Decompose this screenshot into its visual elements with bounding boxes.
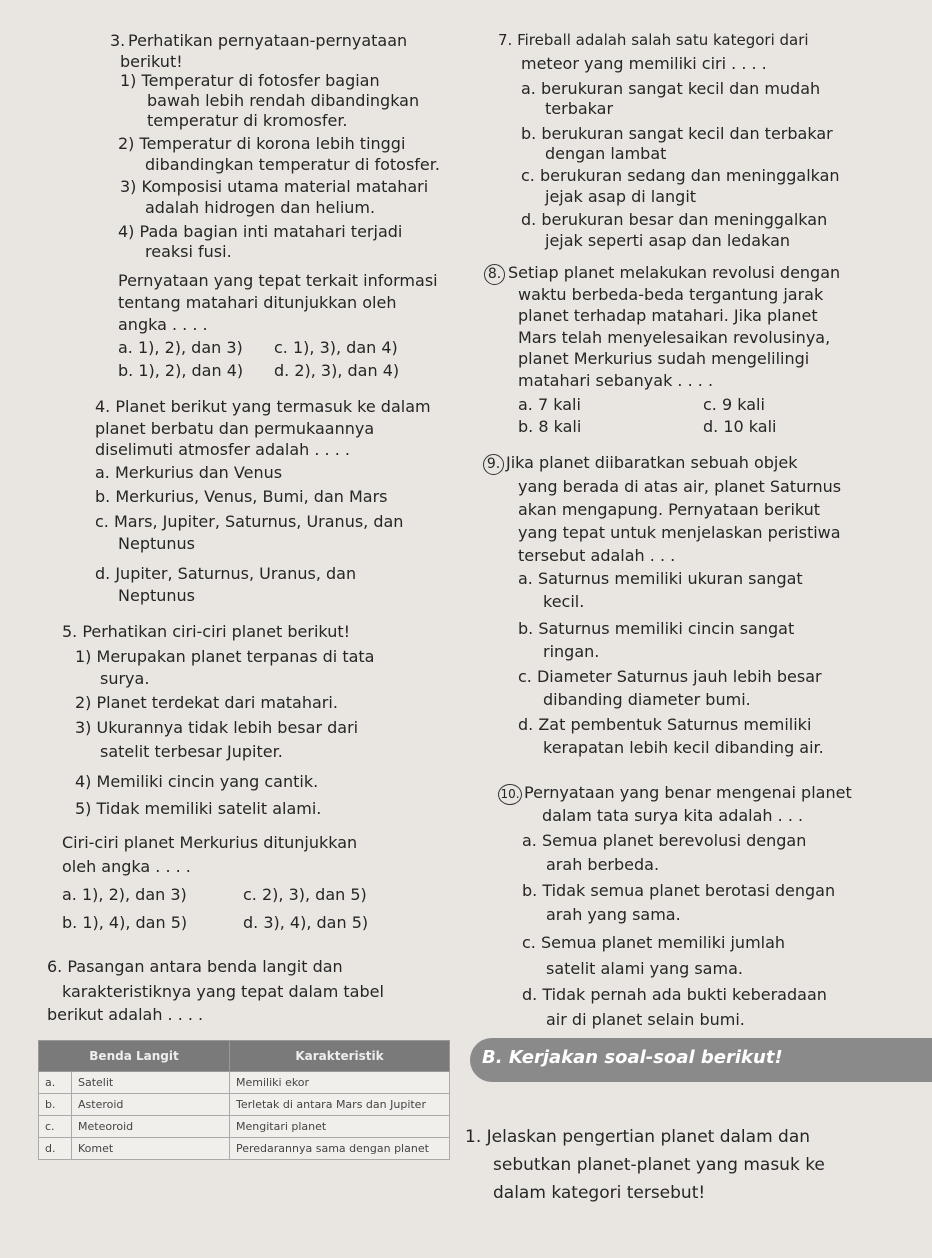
q10-number — [498, 784, 524, 805]
row-letter: c. — [39, 1116, 72, 1138]
q10-option-d[interactable]: d. Tidak pernah ada bukti keberadaan — [522, 985, 827, 1004]
q6-line-2: karakteristiknya yang tepat dalam tabel — [62, 982, 384, 1001]
section-b-q1-line-3: dalam kategori tersebut! — [493, 1183, 706, 1203]
q10-line-1: Pernyataan yang benar mengenai planet — [524, 783, 852, 802]
q3-statement-3: 3) Komposisi utama material matahari — [120, 177, 429, 196]
q5-feature-3: 3) Ukurannya tidak lebih besar dari — [75, 718, 359, 737]
row-benda: Asteroid — [72, 1094, 230, 1116]
q4-option-b[interactable]: b. Merkurius, Venus, Bumi, dan Mars — [95, 487, 388, 506]
q5-option-d[interactable]: d. 3), 4), dan 5) — [243, 913, 369, 932]
q8-line-5: planet Merkurius sudah mengelilingi — [518, 349, 810, 368]
q7-option-b[interactable]: b. berukuran sangat kecil dan terbakar — [521, 124, 833, 143]
table-row[interactable] — [39, 1138, 450, 1160]
section-b-q1-line-1: 1. Jelaskan pengertian planet dalam dan — [465, 1127, 811, 1147]
q3-statement-1: 1) Temperatur di fotosfer bagian — [120, 71, 380, 90]
section-b-q1-line-2: sebutkan planet-planet yang masuk ke — [493, 1155, 825, 1175]
q9-option-c[interactable]: c. Diameter Saturnus jauh lebih besar — [518, 667, 822, 686]
q6-table — [38, 1040, 450, 1160]
q3-question-2: tentang matahari ditunjukkan oleh — [118, 293, 397, 312]
q4-option-a[interactable]: a. Merkurius dan Venus — [95, 463, 283, 482]
q10-option-a-cont: arah berbeda. — [546, 855, 660, 874]
row-letter: b. — [39, 1094, 72, 1116]
q9-number — [483, 454, 506, 475]
row-benda: Satelit — [72, 1072, 230, 1094]
q3-statement-2: 2) Temperatur di korona lebih tinggi — [118, 134, 406, 153]
q3-intro-2: berikut! — [120, 52, 183, 71]
table-header-benda: Benda Langit — [39, 1041, 230, 1072]
q3-question-3: angka . . . . — [118, 315, 208, 334]
q5-question: Ciri-ciri planet Merkurius ditunjukkan — [62, 833, 358, 852]
q10-line-2: dalam tata surya kita adalah . . . — [542, 806, 804, 825]
q8-option-d[interactable]: d. 10 kali — [703, 417, 777, 436]
q5-feature-2: 2) Planet terdekat dari matahari. — [75, 693, 338, 712]
table-row[interactable] — [39, 1094, 450, 1116]
q5-feature-3-cont: satelit terbesar Jupiter. — [100, 742, 283, 761]
q5-feature-5: 5) Tidak memiliki satelit alami. — [75, 799, 322, 818]
q6-line-1: 6. Pasangan antara benda langit dan — [47, 957, 343, 976]
q8-line-6: matahari sebanyak . . . . — [518, 371, 714, 390]
q4-line-2: planet berbatu dan permukaannya — [95, 419, 375, 438]
q7-option-a-cont: terbakar — [545, 99, 614, 118]
row-benda: Meteoroid — [72, 1116, 230, 1138]
q5-option-a[interactable]: a. 1), 2), dan 3) — [62, 885, 187, 904]
q3-statement-1-cont: bawah lebih rendah dibandingkan — [147, 91, 420, 110]
q8-option-c[interactable]: c. 9 kali — [703, 395, 765, 414]
q9-option-d[interactable]: d. Zat pembentuk Saturnus memiliki — [518, 715, 812, 734]
q9-option-c-cont: dibanding diameter bumi. — [543, 690, 751, 709]
q3-statement-4-cont: reaksi fusi. — [145, 242, 232, 261]
q3-option-a[interactable]: a. 1), 2), dan 3) — [118, 338, 243, 357]
row-letter: d. — [39, 1138, 72, 1160]
q8-number-circle: 8. — [484, 264, 505, 285]
q9-line-4: yang tepat untuk menjelaskan peristiwa — [518, 523, 841, 542]
row-letter: a. — [39, 1072, 72, 1094]
q9-option-a-cont: kecil. — [543, 592, 585, 611]
q9-option-b[interactable]: b. Saturnus memiliki cincin sangat — [518, 619, 795, 638]
q3-statement-1-cont2: temperatur di kromosfer. — [147, 111, 348, 130]
q8-line-2: waktu berbeda-beda tergantung jarak — [518, 285, 824, 304]
q5-line-1: 5. Perhatikan ciri-ciri planet berikut! — [62, 622, 351, 641]
q7-option-d[interactable]: d. berukuran besar dan meninggalkan — [521, 210, 828, 229]
q5-question-2: oleh angka . . . . — [62, 857, 191, 876]
q10-number-circle: 10. — [498, 784, 522, 805]
q5-feature-1-cont: surya. — [100, 669, 150, 688]
table-row[interactable] — [39, 1116, 450, 1138]
q7-option-c[interactable]: c. berukuran sedang dan meninggalkan — [521, 166, 840, 185]
q7-line-2: meteor yang memiliki ciri . . . . — [521, 54, 767, 73]
q8-option-b[interactable]: b. 8 kali — [518, 417, 582, 436]
q10-option-c-cont: satelit alami yang sama. — [546, 959, 743, 978]
row-karakteristik: Peredarannya sama dengan planet — [230, 1138, 450, 1160]
q6-line-3: berikut adalah . . . . — [47, 1005, 204, 1024]
q3-statement-4: 4) Pada bagian inti matahari terjadi — [118, 222, 403, 241]
q8-number — [484, 264, 507, 285]
q10-option-b-cont: arah yang sama. — [546, 905, 681, 924]
q7-option-a[interactable]: a. berukuran sangat kecil dan mudah — [521, 79, 821, 98]
section-b-banner — [470, 1038, 932, 1082]
q3-statement-2-cont: dibandingkan temperatur di fotosfer. — [145, 155, 440, 174]
q3-option-b[interactable]: b. 1), 2), dan 4) — [118, 361, 244, 380]
q8-line-4: Mars telah menyelesaikan revolusinya, — [518, 328, 831, 347]
q10-option-c[interactable]: c. Semua planet memiliki jumlah — [522, 933, 786, 952]
table-row[interactable] — [39, 1072, 450, 1094]
q4-option-d[interactable]: d. Jupiter, Saturnus, Uranus, dan — [95, 564, 357, 583]
q5-feature-1: 1) Merupakan planet terpanas di tata — [75, 647, 375, 666]
q9-option-b-cont: ringan. — [543, 642, 600, 661]
q4-option-d-cont: Neptunus — [118, 586, 195, 605]
q9-line-1: Jika planet diibaratkan sebuah objek — [506, 453, 798, 472]
q3-intro: Perhatikan pernyataan-pernyataan — [128, 31, 408, 50]
q8-option-a[interactable]: a. 7 kali — [518, 395, 581, 414]
q3-option-c[interactable]: c. 1), 3), dan 4) — [274, 338, 398, 357]
table-header-row — [39, 1041, 450, 1072]
q3-number: 3. — [110, 31, 126, 50]
q8-line-1: Setiap planet melakukan revolusi dengan — [508, 263, 841, 282]
q4-line-1: 4. Planet berikut yang termasuk ke dalam — [95, 397, 431, 416]
q9-number-circle: 9. — [483, 454, 504, 475]
q10-option-d-cont: air di planet selain bumi. — [546, 1010, 745, 1029]
q4-option-c[interactable]: c. Mars, Jupiter, Saturnus, Uranus, dan — [95, 512, 404, 531]
row-benda: Komet — [72, 1138, 230, 1160]
q9-line-2: yang berada di atas air, planet Saturnus — [518, 477, 842, 496]
q5-option-c[interactable]: c. 2), 3), dan 5) — [243, 885, 367, 904]
q8-line-3: planet terhadap matahari. Jika planet — [518, 306, 818, 325]
section-b-title: B. Kerjakan soal-soal berikut! — [482, 1047, 783, 1068]
q3-question: Pernyataan yang tepat terkait informasi — [118, 271, 438, 290]
row-karakteristik: Terletak di antara Mars dan Jupiter — [230, 1094, 450, 1116]
q9-option-a[interactable]: a. Saturnus memiliki ukuran sangat — [518, 569, 803, 588]
q4-line-3: diselimuti atmosfer adalah . . . . — [95, 440, 350, 459]
q7-option-c-cont: jejak asap di langit — [545, 187, 697, 206]
q4-option-c-cont: Neptunus — [118, 534, 195, 553]
q9-option-d-cont: kerapatan lebih kecil dibanding air. — [543, 738, 824, 757]
q9-line-5: tersebut adalah . . . — [518, 546, 676, 565]
row-karakteristik: Memiliki ekor — [230, 1072, 450, 1094]
q7-option-b-cont: dengan lambat — [545, 144, 667, 163]
table-header-karakteristik: Karakteristik — [230, 1041, 450, 1072]
q10-option-a[interactable]: a. Semua planet berevolusi dengan — [522, 831, 807, 850]
q7-option-d-cont: jejak seperti asap dan ledakan — [545, 231, 791, 250]
q5-option-b[interactable]: b. 1), 4), dan 5) — [62, 913, 188, 932]
row-karakteristik: Mengitari planet — [230, 1116, 450, 1138]
q9-line-3: akan mengapung. Pernyataan berikut — [518, 500, 821, 519]
q10-option-b[interactable]: b. Tidak semua planet berotasi dengan — [522, 881, 836, 900]
q3-statement-3-cont: adalah hidrogen dan helium. — [145, 198, 376, 217]
q7-line-1: 7. Fireball adalah salah satu kategori dari — [498, 31, 809, 49]
q5-feature-4: 4) Memiliki cincin yang cantik. — [75, 772, 319, 791]
q3-option-d[interactable]: d. 2), 3), dan 4) — [274, 361, 400, 380]
